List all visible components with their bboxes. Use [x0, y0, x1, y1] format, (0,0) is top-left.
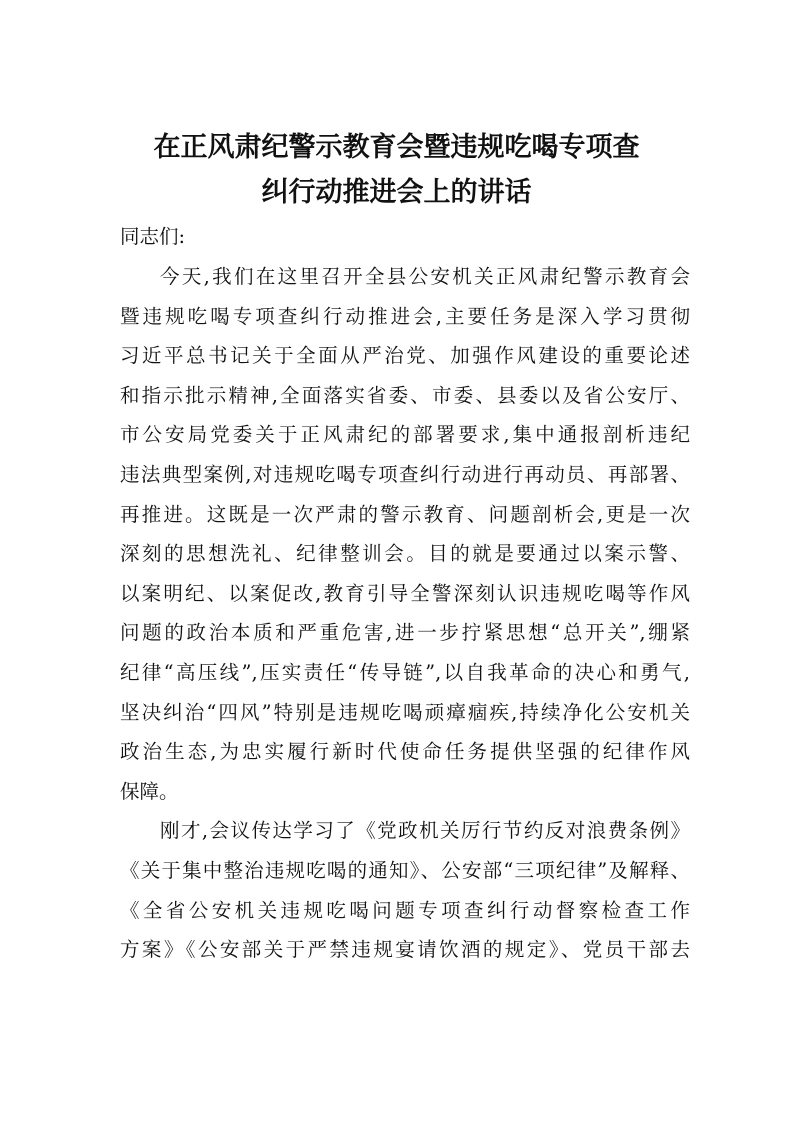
- paragraph-line: 方案》《公安部关于严禁违规宴请饮酒的规定》、党员干部去: [120, 938, 690, 962]
- paragraph-line: 保障。: [120, 779, 179, 803]
- paragraph-line: 坚决纠治“四风”特别是违规吃喝顽瘴痼疾,持续净化公安机关: [120, 700, 690, 724]
- paragraph-line: 问题的政治本质和严重危害,进一步拧紧思想“总开关”,绷紧: [120, 621, 690, 645]
- paragraph-line: 《关于集中整治违规吃喝的通知》、公安部“三项纪律”及解释、: [120, 859, 690, 882]
- paragraph-line: 以案明纪、以案促改,教育引导全警深刻认识违规吃喝等作风: [120, 581, 690, 605]
- paragraph-line: 《全省公安机关违规吃喝问题专项查纠行动督察检查工作: [120, 898, 690, 922]
- paragraph-line: 习近平总书记关于全面从严治党、加强作风建设的重要论述: [120, 344, 690, 368]
- document-title-line-2: 纠行动推进会上的讲话: [261, 177, 532, 208]
- paragraph-line: 市公安局党委关于正风肃纪的部署要求,集中通报剖析违纪: [120, 423, 690, 447]
- paragraph-line: 再推进。这既是一次严肃的警示教育、问题剖析会,更是一次: [120, 502, 690, 526]
- paragraph-line: 今天,我们在这里召开全县公安机关正风肃纪警示教育会: [160, 265, 690, 288]
- document-title-line-1: 在正风肃纪警示教育会暨违规吃喝专项查: [153, 132, 640, 163]
- paragraph-line: 暨违规吃喝专项查纠行动推进会,主要任务是深入学习贯彻: [120, 304, 690, 328]
- salutation: 同志们:: [120, 225, 186, 248]
- paragraph-line: 纪律“高压线”,压实责任“传导链”,以自我革命的决心和勇气,: [120, 661, 690, 684]
- paragraph-line: 和指示批示精神,全面落实省委、市委、县委以及省公安厅、: [120, 383, 690, 407]
- paragraph-line: 违法典型案例,对违规吃喝专项查纠行动进行再动员、再部署、: [120, 463, 690, 486]
- paragraph-line: 政治生态,为忠实履行新时代使命任务提供坚强的纪律作风: [120, 740, 690, 764]
- paragraph-line: 刚才,会议传达学习了《党政机关厉行节约反对浪费条例》: [160, 819, 690, 843]
- paragraph-line: 深刻的思想洗礼、纪律整训会。目的就是要通过以案示警、: [120, 542, 690, 566]
